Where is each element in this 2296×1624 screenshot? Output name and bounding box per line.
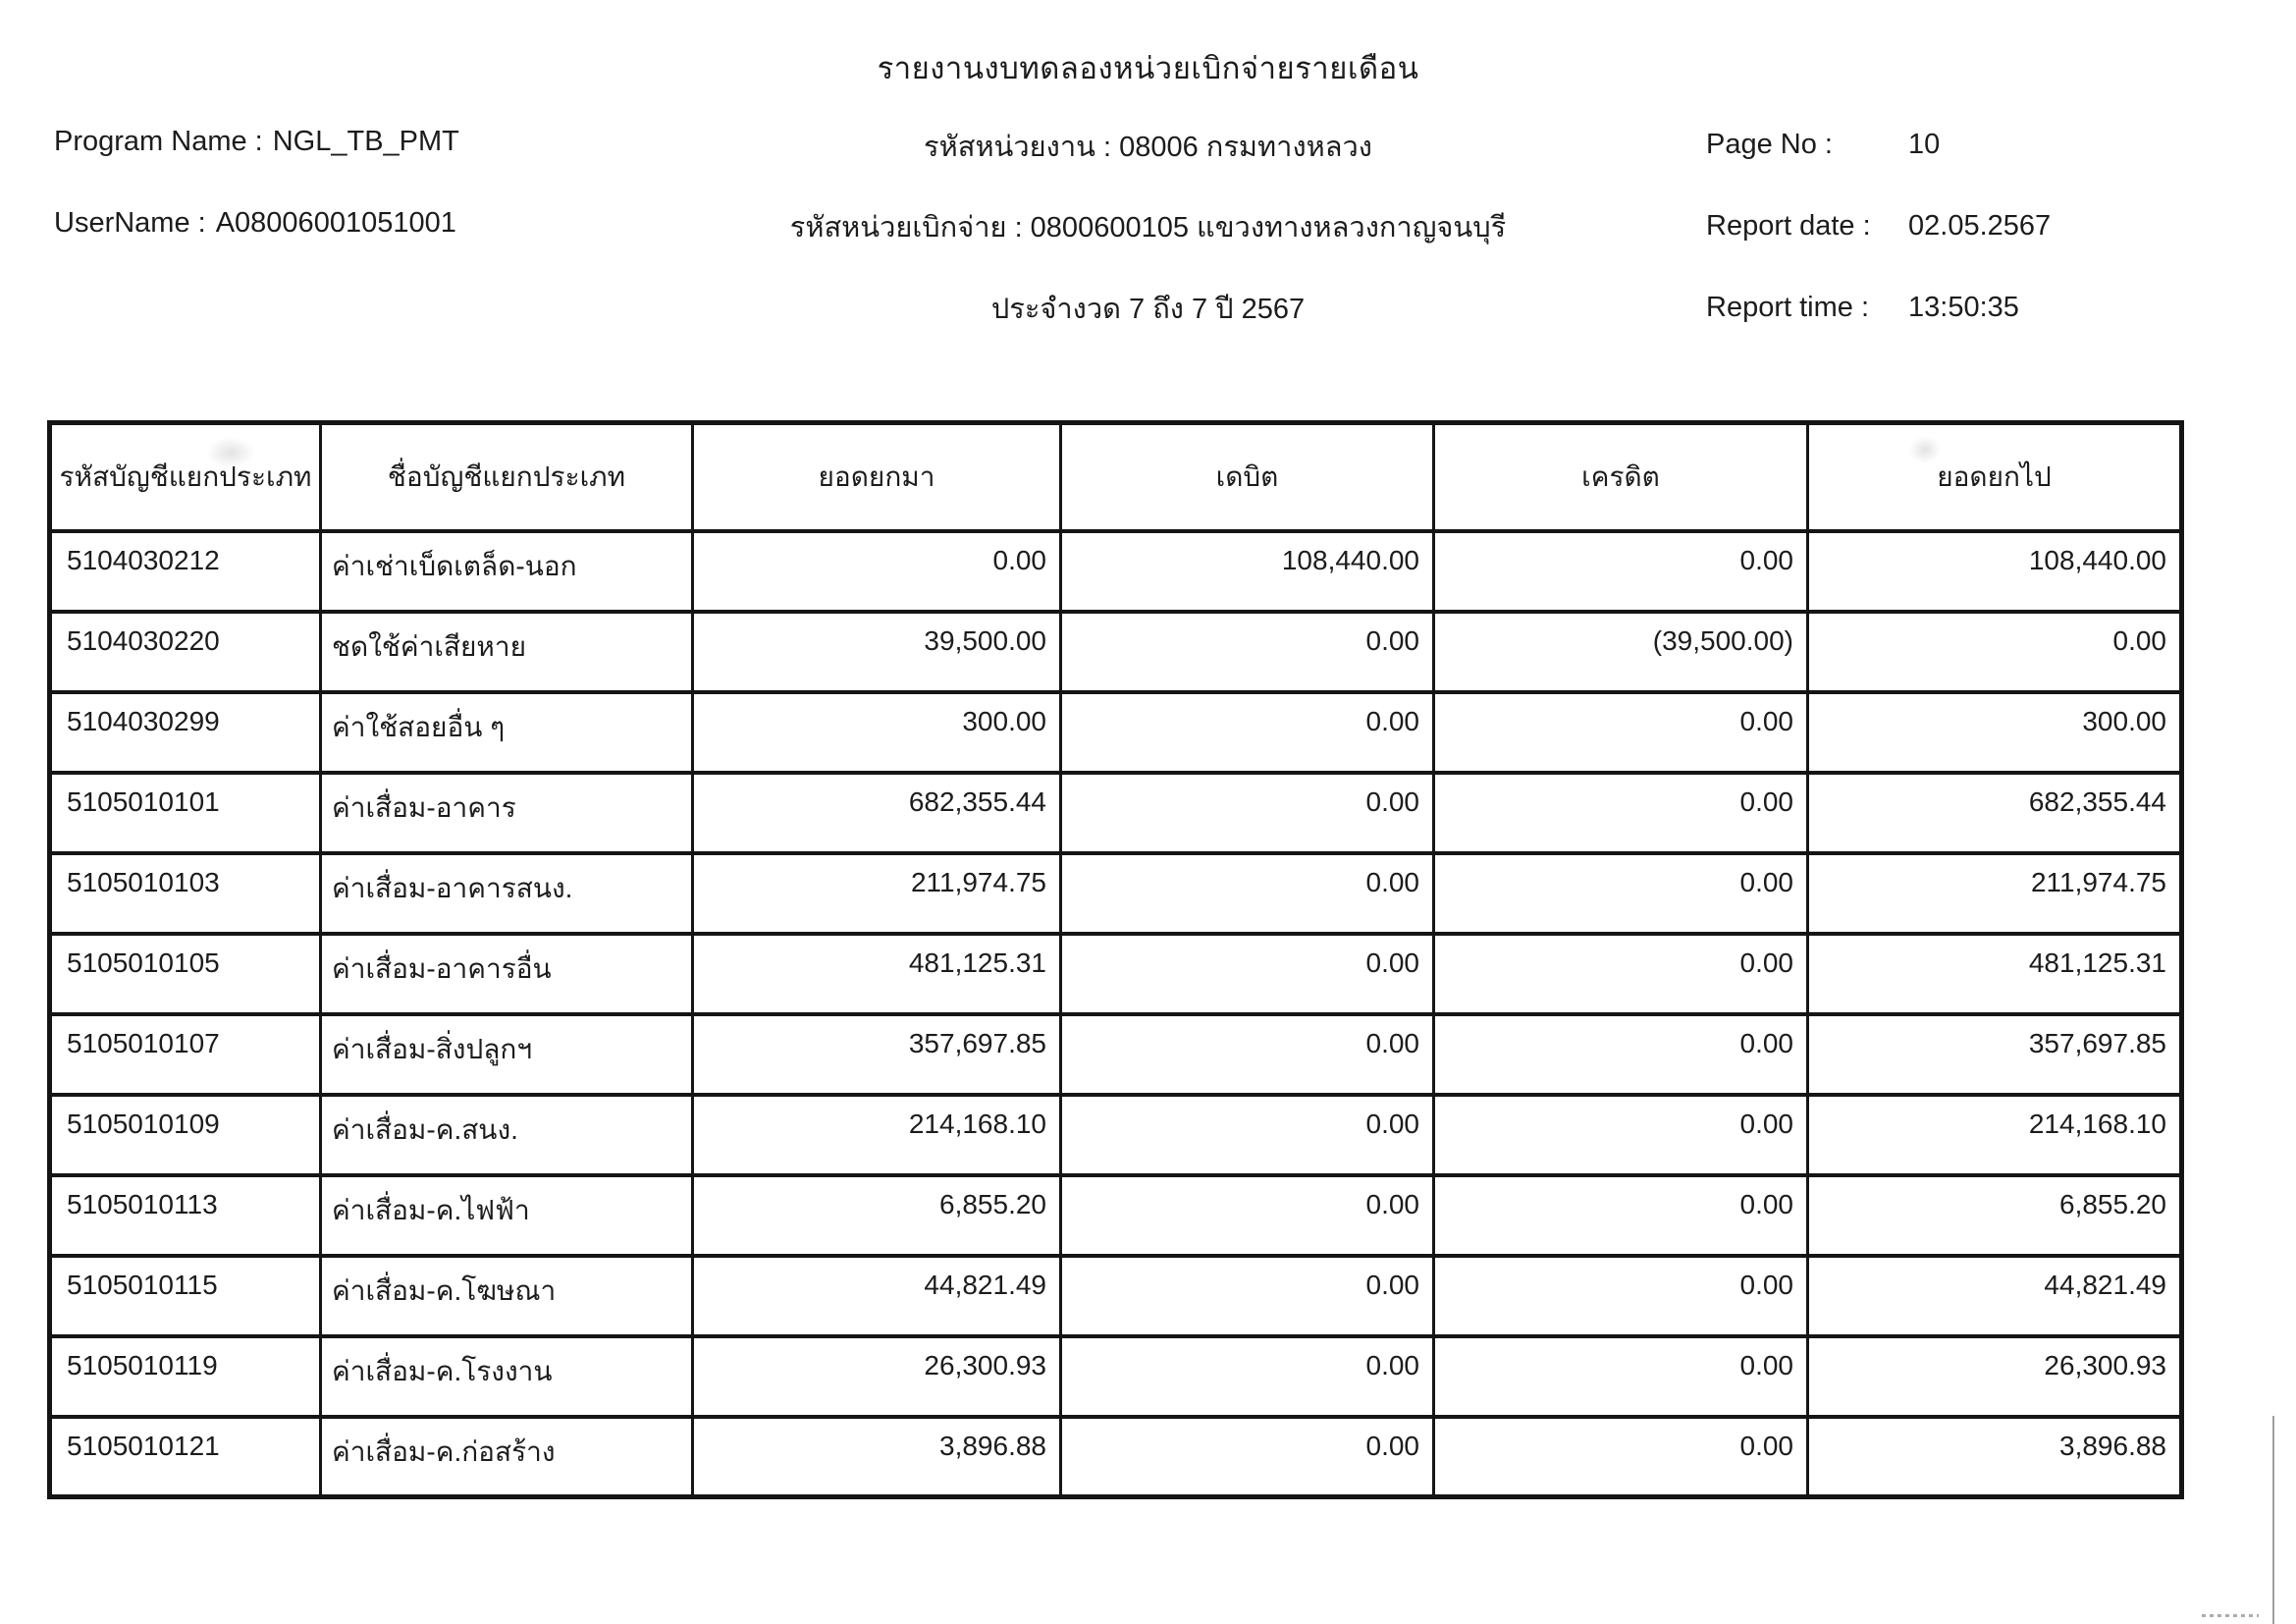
balance-carried-cell: 44,821.49 (1808, 1256, 2182, 1336)
program-name-label: Program Name : (54, 126, 263, 157)
table-row (50, 1417, 2182, 1497)
debit-cell: 0.00 (1061, 934, 1434, 1014)
account-code-cell: 5105010121 (50, 1417, 321, 1497)
balance-forward-cell: 0.00 (693, 531, 1061, 612)
table-row (50, 1175, 2182, 1256)
balance-forward-cell: 214,168.10 (693, 1095, 1061, 1175)
debit-cell: 0.00 (1061, 1256, 1434, 1336)
report-date-value: 02.05.2567 (1908, 210, 2052, 242)
credit-cell: (39,500.00) (1434, 612, 1808, 692)
table-row (50, 1095, 2182, 1175)
debit-cell: 0.00 (1061, 853, 1434, 934)
debit-cell: 0.00 (1061, 692, 1434, 773)
balance-forward-cell: 44,821.49 (693, 1256, 1061, 1336)
account-name-cell: ชดใช้ค่าเสียหาย (321, 612, 693, 692)
credit-cell: 0.00 (1434, 1417, 1808, 1497)
credit-cell: 0.00 (1434, 692, 1808, 773)
balance-carried-cell: 300.00 (1808, 692, 2182, 773)
report-date-label: Report date : (1706, 210, 1871, 242)
table-row (50, 773, 2182, 853)
table-body (50, 531, 2182, 1497)
credit-cell: 0.00 (1434, 934, 1808, 1014)
table-row (50, 1014, 2182, 1095)
report-title: รายงานงบทดลองหน่วยเบิกจ่ายรายเดือน (877, 51, 1419, 85)
balance-forward-cell: 39,500.00 (693, 612, 1061, 692)
table-row (50, 853, 2182, 934)
debit-cell: 108,440.00 (1061, 531, 1434, 612)
balance-forward-cell: 682,355.44 (693, 773, 1061, 853)
table-row (50, 1256, 2182, 1336)
report-time-label: Report time : (1706, 292, 1869, 323)
account-name-cell: ค่าเสื่อม-ค.โฆษณา (321, 1256, 693, 1336)
account-code-cell: 5105010119 (50, 1336, 321, 1417)
debit-cell: 0.00 (1061, 612, 1434, 692)
table-row (50, 692, 2182, 773)
scan-smudge (1902, 430, 1948, 469)
balance-forward-cell: 300.00 (693, 692, 1061, 773)
username-value: A08006001051001 (215, 207, 456, 239)
scan-artifact-dots (2202, 1614, 2259, 1617)
balance-forward-cell: 26,300.93 (693, 1336, 1061, 1417)
report-date-line (1706, 210, 2051, 243)
account-code-cell: 5105010105 (50, 934, 321, 1014)
trial-balance-table (47, 420, 2184, 1499)
balance-carried-cell: 211,974.75 (1808, 853, 2182, 934)
account-name-cell: ค่าเช่าเบ็ดเตล็ด-นอก (321, 531, 693, 612)
balance-carried-cell: 0.00 (1808, 612, 2182, 692)
credit-cell: 0.00 (1434, 531, 1808, 612)
balance-forward-cell: 3,896.88 (693, 1417, 1061, 1497)
balance-carried-cell: 682,355.44 (1808, 773, 2182, 853)
column-header-4: เครดิต (1434, 423, 1808, 531)
balance-forward-cell: 6,855.20 (693, 1175, 1061, 1256)
page-no-value: 10 (1908, 129, 1941, 160)
period-line: ประจำงวด 7 ถึง 7 ปี 2567 (990, 294, 1306, 325)
balance-forward-cell: 481,125.31 (693, 934, 1061, 1014)
debit-cell: 0.00 (1061, 1014, 1434, 1095)
debit-cell: 0.00 (1061, 1336, 1434, 1417)
table-row (50, 612, 2182, 692)
program-name-value: NGL_TB_PMT (272, 126, 459, 157)
report-time-value: 13:50:35 (1908, 292, 2019, 323)
account-code-cell: 5105010113 (50, 1175, 321, 1256)
credit-cell: 0.00 (1434, 1336, 1808, 1417)
balance-carried-cell: 481,125.31 (1808, 934, 2182, 1014)
balance-carried-cell: 3,896.88 (1808, 1417, 2182, 1497)
balance-carried-cell: 6,855.20 (1808, 1175, 2182, 1256)
account-name-cell: ค่าเสื่อม-สิ่งปลูกฯ (321, 1014, 693, 1095)
table-row (50, 1336, 2182, 1417)
table-row (50, 531, 2182, 612)
account-code-cell: 5105010101 (50, 773, 321, 853)
table-header-row (50, 423, 2182, 531)
account-code-cell: 5105010109 (50, 1095, 321, 1175)
column-header-1: ชื่อบัญชีแยกประเภท (321, 423, 693, 531)
page-no-label: Page No : (1706, 129, 1833, 160)
agency-code-line: รหัสหน่วยงาน : 08006 กรมทางหลวง (924, 132, 1372, 163)
balance-carried-cell: 108,440.00 (1808, 531, 2182, 612)
balance-forward-cell: 357,697.85 (693, 1014, 1061, 1095)
debit-cell: 0.00 (1061, 1175, 1434, 1256)
scan-artifact-line (2272, 1416, 2274, 1624)
table-row (50, 934, 2182, 1014)
account-name-cell: ค่าเสื่อม-อาคารอื่น (321, 934, 693, 1014)
account-code-cell: 5104030299 (50, 692, 321, 773)
username-label: UserName : (54, 207, 206, 239)
account-name-cell: ค่าเสื่อม-ค.สนง. (321, 1095, 693, 1175)
account-name-cell: ค่าเสื่อม-อาคารสนง. (321, 853, 693, 934)
column-header-2: ยอดยกมา (693, 423, 1061, 531)
column-header-3: เดบิต (1061, 423, 1434, 531)
debit-cell: 0.00 (1061, 773, 1434, 853)
account-code-cell: 5105010115 (50, 1256, 321, 1336)
account-code-cell: 5105010103 (50, 853, 321, 934)
report-time-line (1706, 292, 2019, 324)
credit-cell: 0.00 (1434, 1095, 1808, 1175)
balance-carried-cell: 357,697.85 (1808, 1014, 2182, 1095)
account-name-cell: ค่าใช้สอยอื่น ๆ (321, 692, 693, 773)
disbursement-unit-line: รหัสหน่วยเบิกจ่าย : 0800600105 แขวงทางหลวงกาญจนบุรี (789, 212, 1507, 244)
balance-forward-cell: 211,974.75 (693, 853, 1061, 934)
account-code-cell: 5104030220 (50, 612, 321, 692)
column-header-5: ยอดยกไป (1808, 423, 2182, 531)
account-code-cell: 5105010107 (50, 1014, 321, 1095)
page-no-line (1706, 129, 1940, 161)
credit-cell: 0.00 (1434, 1175, 1808, 1256)
account-name-cell: ค่าเสื่อม-ค.ก่อสร้าง (321, 1417, 693, 1497)
account-code-cell: 5104030212 (50, 531, 321, 612)
balance-carried-cell: 214,168.10 (1808, 1095, 2182, 1175)
credit-cell: 0.00 (1434, 1014, 1808, 1095)
credit-cell: 0.00 (1434, 853, 1808, 934)
account-name-cell: ค่าเสื่อม-อาคาร (321, 773, 693, 853)
balance-carried-cell: 26,300.93 (1808, 1336, 2182, 1417)
column-header-0: รหัสบัญชีแยกประเภท (50, 423, 321, 531)
account-name-cell: ค่าเสื่อม-ค.ไฟฟ้า (321, 1175, 693, 1256)
debit-cell: 0.00 (1061, 1417, 1434, 1497)
debit-cell: 0.00 (1061, 1095, 1434, 1175)
credit-cell: 0.00 (1434, 773, 1808, 853)
account-name-cell: ค่าเสื่อม-ค.โรงงาน (321, 1336, 693, 1417)
credit-cell: 0.00 (1434, 1256, 1808, 1336)
scan-smudge (196, 430, 265, 475)
